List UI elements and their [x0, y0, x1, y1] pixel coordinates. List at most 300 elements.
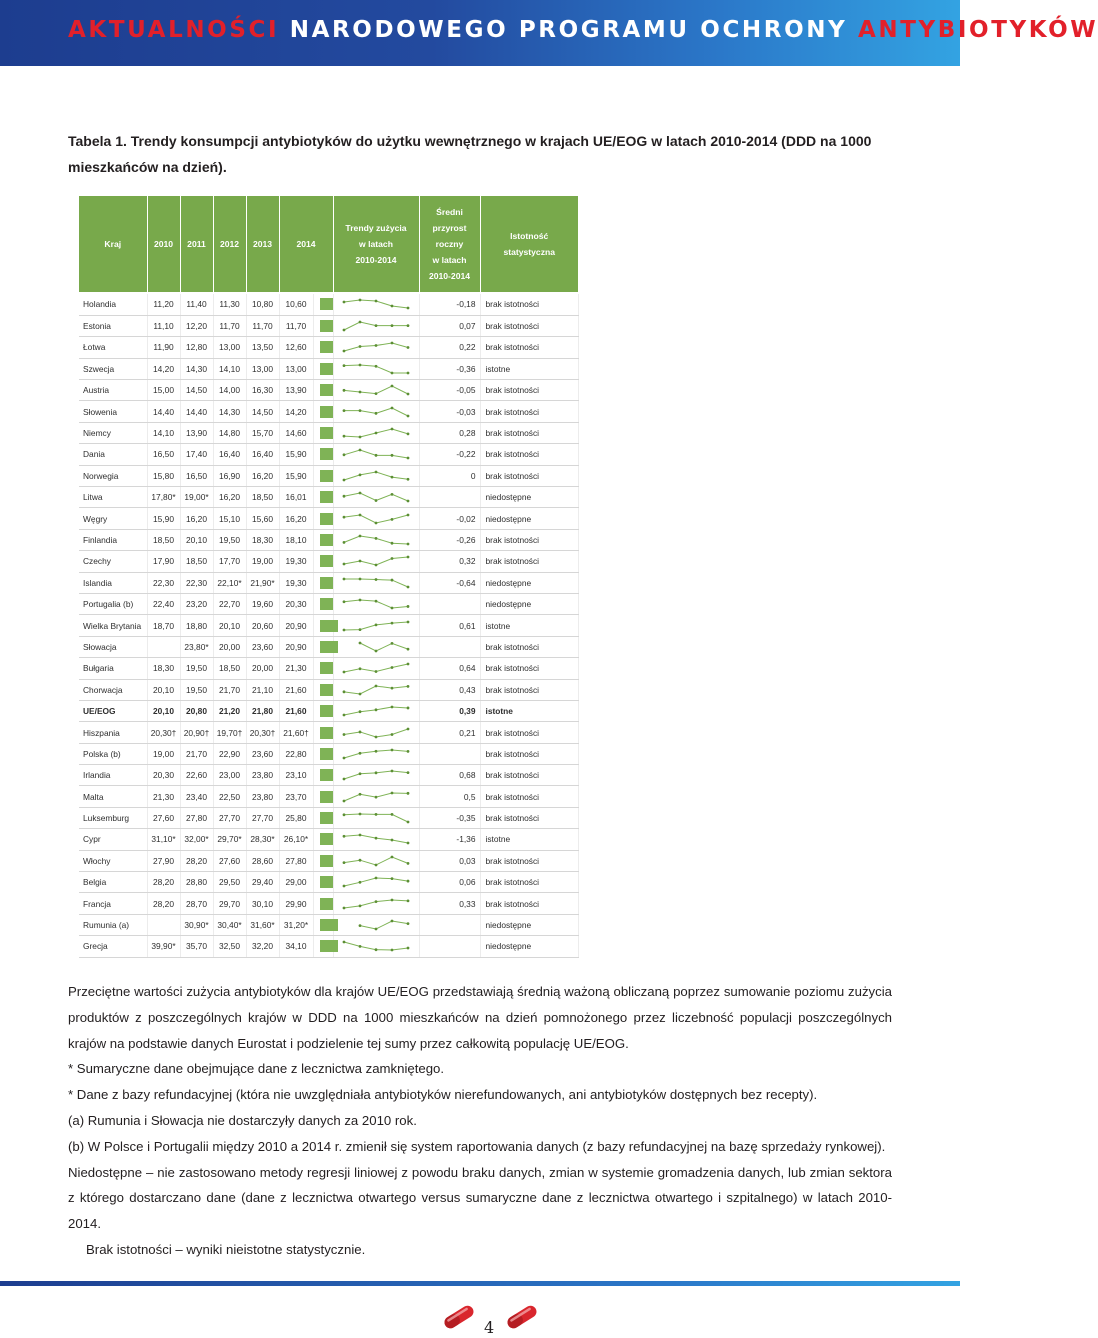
trend-point — [375, 772, 378, 775]
trend-point — [375, 709, 378, 712]
cell-y2011: 18,50 — [180, 551, 213, 572]
trend-point — [343, 941, 346, 944]
trend-point — [375, 499, 378, 502]
cell-trend — [333, 401, 419, 422]
cell-trend — [333, 315, 419, 336]
cell-y2013: 20,00 — [246, 658, 279, 679]
trend-point — [407, 771, 410, 774]
cell-country: Czechy — [79, 551, 147, 572]
table-row — [79, 807, 578, 828]
trend-point — [375, 470, 378, 473]
cell-y2012: 22,50 — [213, 786, 246, 807]
cell-y2012: 21,70 — [213, 679, 246, 700]
trend-point — [359, 346, 362, 349]
cell-significance: brak istotności — [480, 337, 578, 358]
cell-trend — [333, 487, 419, 508]
header-2012: 2012 — [213, 196, 246, 292]
cell-y2014: 31,20* — [279, 914, 313, 935]
trend-point — [375, 684, 378, 687]
cell-y2014: 25,80 — [279, 807, 313, 828]
trend-sparkline — [340, 448, 412, 460]
cell-bar-indicator — [313, 893, 333, 914]
header-2013: 2013 — [246, 196, 279, 292]
trend-sparkline — [340, 406, 412, 418]
cell-trend — [333, 422, 419, 443]
cell-y2011: 12,80 — [180, 337, 213, 358]
cell-y2011: 11,40 — [180, 294, 213, 315]
trend-sparkline — [340, 577, 412, 589]
trend-point — [343, 389, 346, 392]
cell-country: Malta — [79, 786, 147, 807]
trend-sparkline — [340, 791, 412, 803]
trend-point — [391, 476, 394, 479]
table-row — [79, 487, 578, 508]
trend-point — [391, 898, 394, 901]
cell-y2011: 14,40 — [180, 401, 213, 422]
cell-y2012: 18,50 — [213, 658, 246, 679]
trend-point — [407, 707, 410, 710]
cell-growth: 0 — [419, 465, 480, 486]
trend-point — [375, 324, 378, 327]
trend-point — [391, 371, 394, 374]
cell-y2011: 16,50 — [180, 465, 213, 486]
cell-trend — [333, 294, 419, 315]
trend-sparkline — [340, 620, 412, 632]
cell-significance: istotne — [480, 615, 578, 636]
bar-indicator-shape — [320, 684, 333, 696]
cell-bar-indicator — [313, 487, 333, 508]
cell-country: Hiszpania — [79, 722, 147, 743]
bar-indicator-shape — [320, 598, 333, 610]
cell-trend — [333, 893, 419, 914]
cell-growth: 0,33 — [419, 893, 480, 914]
trend-point — [343, 813, 346, 816]
cell-y2010: 22,30 — [147, 572, 180, 593]
cell-y2010: 27,60 — [147, 807, 180, 828]
table-row — [79, 658, 578, 679]
note-unavailable: Niedostępne – nie zastosowano metody regresji liniowej z powodu braku danych, zmian w systemie gromadzenia danych, lub zmian sektora z którego dostarczano dane (dane z lecznictwa otwartego versus sumaryczne dane z lecznictwa otwartego i szpitalnego) w latach 2010-2014. — [68, 1164, 892, 1232]
trend-sparkline — [340, 363, 412, 375]
cell-growth: 0,03 — [419, 850, 480, 871]
table-row — [79, 636, 578, 657]
cell-significance: brak istotności — [480, 679, 578, 700]
trend-point — [343, 495, 346, 498]
cell-growth: 0,43 — [419, 679, 480, 700]
cell-country: Niemcy — [79, 422, 147, 443]
cell-bar-indicator — [313, 444, 333, 465]
trend-point — [391, 542, 394, 545]
trend-point — [359, 436, 362, 439]
table-row — [79, 936, 578, 957]
cell-y2013: 20,30† — [246, 722, 279, 743]
trend-point — [391, 949, 394, 952]
table-row — [79, 358, 578, 379]
trend-sparkline — [340, 641, 412, 653]
cell-trend — [333, 807, 419, 828]
cell-growth: 0,32 — [419, 551, 480, 572]
trend-point — [391, 855, 394, 858]
trend-point — [359, 449, 362, 452]
cell-country: Finlandia — [79, 529, 147, 550]
cell-y2010: 14,10 — [147, 422, 180, 443]
cell-trend — [333, 358, 419, 379]
cell-bar-indicator — [313, 358, 333, 379]
cell-y2013: 16,40 — [246, 444, 279, 465]
cell-y2010: 28,20 — [147, 872, 180, 893]
trend-point — [391, 920, 394, 923]
cell-significance: brak istotności — [480, 893, 578, 914]
cell-y2012: 29,50 — [213, 872, 246, 893]
cell-y2014: 16,20 — [279, 508, 313, 529]
cell-y2010: 11,10 — [147, 315, 180, 336]
cell-bar-indicator — [313, 765, 333, 786]
cell-bar-indicator — [313, 743, 333, 764]
trend-point — [407, 685, 410, 688]
trend-point — [359, 535, 362, 538]
trend-point — [375, 412, 378, 415]
cell-y2011: 30,90* — [180, 914, 213, 935]
cell-growth: -0,02 — [419, 508, 480, 529]
trend-point — [391, 385, 394, 388]
bar-indicator-shape — [320, 855, 333, 867]
cell-trend — [333, 743, 419, 764]
trend-point — [359, 473, 362, 476]
trend-point — [375, 670, 378, 673]
cell-y2011: 18,80 — [180, 615, 213, 636]
cell-y2010: 20,10 — [147, 679, 180, 700]
header-2011: 2011 — [180, 196, 213, 292]
bar-indicator-shape — [320, 448, 333, 460]
trend-point — [359, 391, 362, 394]
cell-significance: brak istotności — [480, 401, 578, 422]
trend-point — [343, 478, 346, 481]
cell-y2013: 19,00 — [246, 551, 279, 572]
trend-point — [343, 714, 346, 717]
cell-y2013: 18,50 — [246, 487, 279, 508]
trend-sparkline — [340, 748, 412, 760]
table-row — [79, 551, 578, 572]
cell-trend — [333, 337, 419, 358]
cell-growth — [419, 636, 480, 657]
trend-point — [359, 881, 362, 884]
cell-country: Irlandia — [79, 765, 147, 786]
cell-country: Bułgaria — [79, 658, 147, 679]
cell-country: Wielka Brytania — [79, 615, 147, 636]
cell-y2013: 32,20 — [246, 936, 279, 957]
header-title-part1: AKTUALNOŚCI — [68, 17, 280, 43]
cell-y2010: 14,20 — [147, 358, 180, 379]
cell-bar-indicator — [313, 722, 333, 743]
cell-y2011: 17,40 — [180, 444, 213, 465]
cell-y2012: 32,50 — [213, 936, 246, 957]
cell-country: Francja — [79, 893, 147, 914]
trend-point — [375, 393, 378, 396]
table-row — [79, 765, 578, 786]
table-row — [79, 572, 578, 593]
trend-point — [375, 650, 378, 653]
table-row — [79, 743, 578, 764]
trend-point — [391, 607, 394, 610]
bar-indicator-shape — [320, 470, 333, 482]
trend-point — [375, 813, 378, 816]
trend-sparkline — [340, 427, 412, 439]
cell-y2010: 18,50 — [147, 529, 180, 550]
trend-point — [407, 727, 410, 730]
trend-point — [407, 414, 410, 417]
cell-y2012: 17,70 — [213, 551, 246, 572]
bar-indicator-shape — [320, 727, 333, 739]
cell-bar-indicator — [313, 551, 333, 572]
cell-y2011: 20,80 — [180, 700, 213, 721]
cell-significance: niedostępne — [480, 508, 578, 529]
bar-indicator-shape — [320, 491, 333, 503]
cell-y2010: 31,10* — [147, 829, 180, 850]
trend-point — [359, 513, 362, 516]
trend-point — [359, 859, 362, 862]
trend-point — [343, 906, 346, 909]
cell-y2012: 27,70 — [213, 807, 246, 828]
cell-y2011: 28,20 — [180, 850, 213, 871]
cell-country: Szwecja — [79, 358, 147, 379]
cell-country: Rumunia (a) — [79, 914, 147, 935]
cell-y2010: 22,40 — [147, 593, 180, 614]
cell-y2012: 19,50 — [213, 529, 246, 550]
cell-y2012: 15,10 — [213, 508, 246, 529]
trend-point — [407, 433, 410, 436]
cell-trend — [333, 508, 419, 529]
cell-y2012: 14,00 — [213, 380, 246, 401]
cell-bar-indicator — [313, 807, 333, 828]
cell-y2012: 23,00 — [213, 765, 246, 786]
trend-point — [407, 792, 410, 795]
trend-point — [391, 578, 394, 581]
table-row — [79, 872, 578, 893]
bar-indicator-shape — [320, 898, 333, 910]
cell-y2012: 22,70 — [213, 593, 246, 614]
cell-bar-indicator — [313, 786, 333, 807]
trend-sparkline — [340, 833, 412, 845]
table-row — [79, 593, 578, 614]
bar-indicator-shape — [320, 577, 333, 589]
cell-y2013: 31,60* — [246, 914, 279, 935]
trend-point — [343, 733, 346, 736]
trend-point — [359, 773, 362, 776]
trend-sparkline — [340, 470, 412, 482]
cell-country: Estonia — [79, 315, 147, 336]
trend-point — [359, 904, 362, 907]
trend-point — [359, 668, 362, 671]
trend-point — [343, 515, 346, 518]
trend-point — [375, 564, 378, 567]
trend-sparkline — [340, 298, 412, 310]
cell-y2012: 29,70 — [213, 893, 246, 914]
cell-trend — [333, 786, 419, 807]
cell-country: Luksemburg — [79, 807, 147, 828]
trend-point — [391, 305, 394, 308]
cell-bar-indicator — [313, 700, 333, 721]
cell-significance: niedostępne — [480, 593, 578, 614]
bar-indicator-shape — [320, 384, 333, 396]
header-title-part3: ANTYBIOTYKÓW — [857, 17, 1098, 43]
trend-point — [343, 671, 346, 674]
trend-point — [343, 799, 346, 802]
cell-country: Słowenia — [79, 401, 147, 422]
notes-section — [68, 979, 892, 1263]
trend-point — [375, 300, 378, 303]
cell-bar-indicator — [313, 422, 333, 443]
cell-bar-indicator — [313, 337, 333, 358]
trend-point — [391, 877, 394, 880]
cell-y2012: 27,60 — [213, 850, 246, 871]
cell-country: UE/EOG — [79, 700, 147, 721]
bar-indicator-shape — [320, 406, 333, 418]
trend-point — [407, 899, 410, 902]
trend-point — [375, 432, 378, 435]
trend-point — [391, 428, 394, 431]
cell-trend — [333, 444, 419, 465]
cell-country: Cypr — [79, 829, 147, 850]
cell-y2010: 27,90 — [147, 850, 180, 871]
cell-y2013: 21,90* — [246, 572, 279, 593]
cell-significance: brak istotności — [480, 807, 578, 828]
cell-y2011: 27,80 — [180, 807, 213, 828]
cell-y2013: 28,60 — [246, 850, 279, 871]
cell-bar-indicator — [313, 401, 333, 422]
cell-significance: niedostępne — [480, 914, 578, 935]
cell-y2013: 23,60 — [246, 636, 279, 657]
cell-growth — [419, 914, 480, 935]
cell-country: Norwegia — [79, 465, 147, 486]
trend-point — [407, 821, 410, 824]
trend-point — [359, 793, 362, 796]
cell-y2014: 14,60 — [279, 422, 313, 443]
trend-point — [375, 623, 378, 626]
cell-y2012: 11,30 — [213, 294, 246, 315]
table-caption: Tabela 1. Trendy konsumpcji antybiotyków do użytku wewnętrznego w krajach UE/EOG w latach 2010-2014 (DDD na 1000 mieszkańców na dzień). — [68, 133, 872, 175]
cell-trend — [333, 679, 419, 700]
cell-y2011: 21,70 — [180, 743, 213, 764]
cell-growth: 0,39 — [419, 700, 480, 721]
cell-y2012: 14,80 — [213, 422, 246, 443]
table-row — [79, 914, 578, 935]
cell-y2010: 21,30 — [147, 786, 180, 807]
cell-trend — [333, 850, 419, 871]
cell-y2012: 16,40 — [213, 444, 246, 465]
cell-y2013: 21,10 — [246, 679, 279, 700]
trend-point — [391, 666, 394, 669]
cell-growth — [419, 743, 480, 764]
cell-y2013: 10,80 — [246, 294, 279, 315]
table-row — [79, 700, 578, 721]
cell-y2010 — [147, 914, 180, 935]
cell-y2013: 18,30 — [246, 529, 279, 550]
cell-y2011: 12,20 — [180, 315, 213, 336]
cell-trend — [333, 380, 419, 401]
cell-growth: 0,28 — [419, 422, 480, 443]
trend-point — [407, 947, 410, 950]
trend-point — [391, 813, 394, 816]
header-trend: Trendy zużycia w latach 2010-2014 — [333, 196, 419, 292]
trend-sparkline — [340, 769, 412, 781]
bar-indicator-shape — [320, 876, 333, 888]
cell-growth: 0,5 — [419, 786, 480, 807]
header-banner — [0, 0, 1098, 66]
header-country: Kraj — [79, 196, 147, 292]
trend-point — [359, 599, 362, 602]
cell-bar-indicator — [313, 615, 333, 636]
trend-sparkline — [340, 876, 412, 888]
trend-point — [343, 563, 346, 566]
table-row — [79, 380, 578, 401]
cell-y2013: 19,60 — [246, 593, 279, 614]
trend-point — [359, 560, 362, 563]
cell-y2013: 20,60 — [246, 615, 279, 636]
trend-point — [343, 364, 346, 367]
table-row — [79, 829, 578, 850]
cell-y2010: 16,50 — [147, 444, 180, 465]
trend-point — [375, 537, 378, 540]
trend-point — [407, 513, 410, 516]
cell-growth — [419, 487, 480, 508]
table-row — [79, 850, 578, 871]
bar-indicator-shape — [320, 320, 333, 332]
table-row — [79, 294, 578, 315]
table-row — [79, 337, 578, 358]
cell-significance: istotne — [480, 358, 578, 379]
trend-sparkline — [340, 727, 412, 739]
trend-point — [375, 949, 378, 952]
cell-y2014: 26,10* — [279, 829, 313, 850]
cell-y2011: 14,30 — [180, 358, 213, 379]
trend-point — [343, 885, 346, 888]
trend-point — [391, 770, 394, 773]
trend-sparkline — [340, 812, 412, 824]
trend-point — [375, 578, 378, 581]
trend-point — [375, 735, 378, 738]
cell-significance: brak istotności — [480, 529, 578, 550]
cell-significance: niedostępne — [480, 572, 578, 593]
trend-point — [375, 900, 378, 903]
cell-y2011: 32,00* — [180, 829, 213, 850]
trend-point — [407, 347, 410, 350]
cell-y2011: 22,60 — [180, 765, 213, 786]
trend-point — [375, 837, 378, 840]
cell-trend — [333, 658, 419, 679]
table-row — [79, 529, 578, 550]
table-row — [79, 444, 578, 465]
cell-country: Włochy — [79, 850, 147, 871]
trend-sparkline — [340, 855, 412, 867]
cell-bar-indicator — [313, 679, 333, 700]
bar-indicator-shape — [320, 833, 333, 845]
footer-bar — [0, 1281, 960, 1286]
cell-trend — [333, 615, 419, 636]
trend-point — [343, 435, 346, 438]
cell-y2010: 18,70 — [147, 615, 180, 636]
cell-y2011: 19,00* — [180, 487, 213, 508]
cell-significance: istotne — [480, 700, 578, 721]
trend-sparkline — [340, 491, 412, 503]
cell-y2012: 11,70 — [213, 315, 246, 336]
trend-point — [359, 642, 362, 645]
trend-point — [359, 834, 362, 837]
cell-growth — [419, 593, 480, 614]
cell-trend — [333, 765, 419, 786]
bar-indicator-shape — [320, 513, 333, 525]
cell-y2014: 10,60 — [279, 294, 313, 315]
trend-line — [360, 643, 408, 651]
cell-y2014: 22,80 — [279, 743, 313, 764]
